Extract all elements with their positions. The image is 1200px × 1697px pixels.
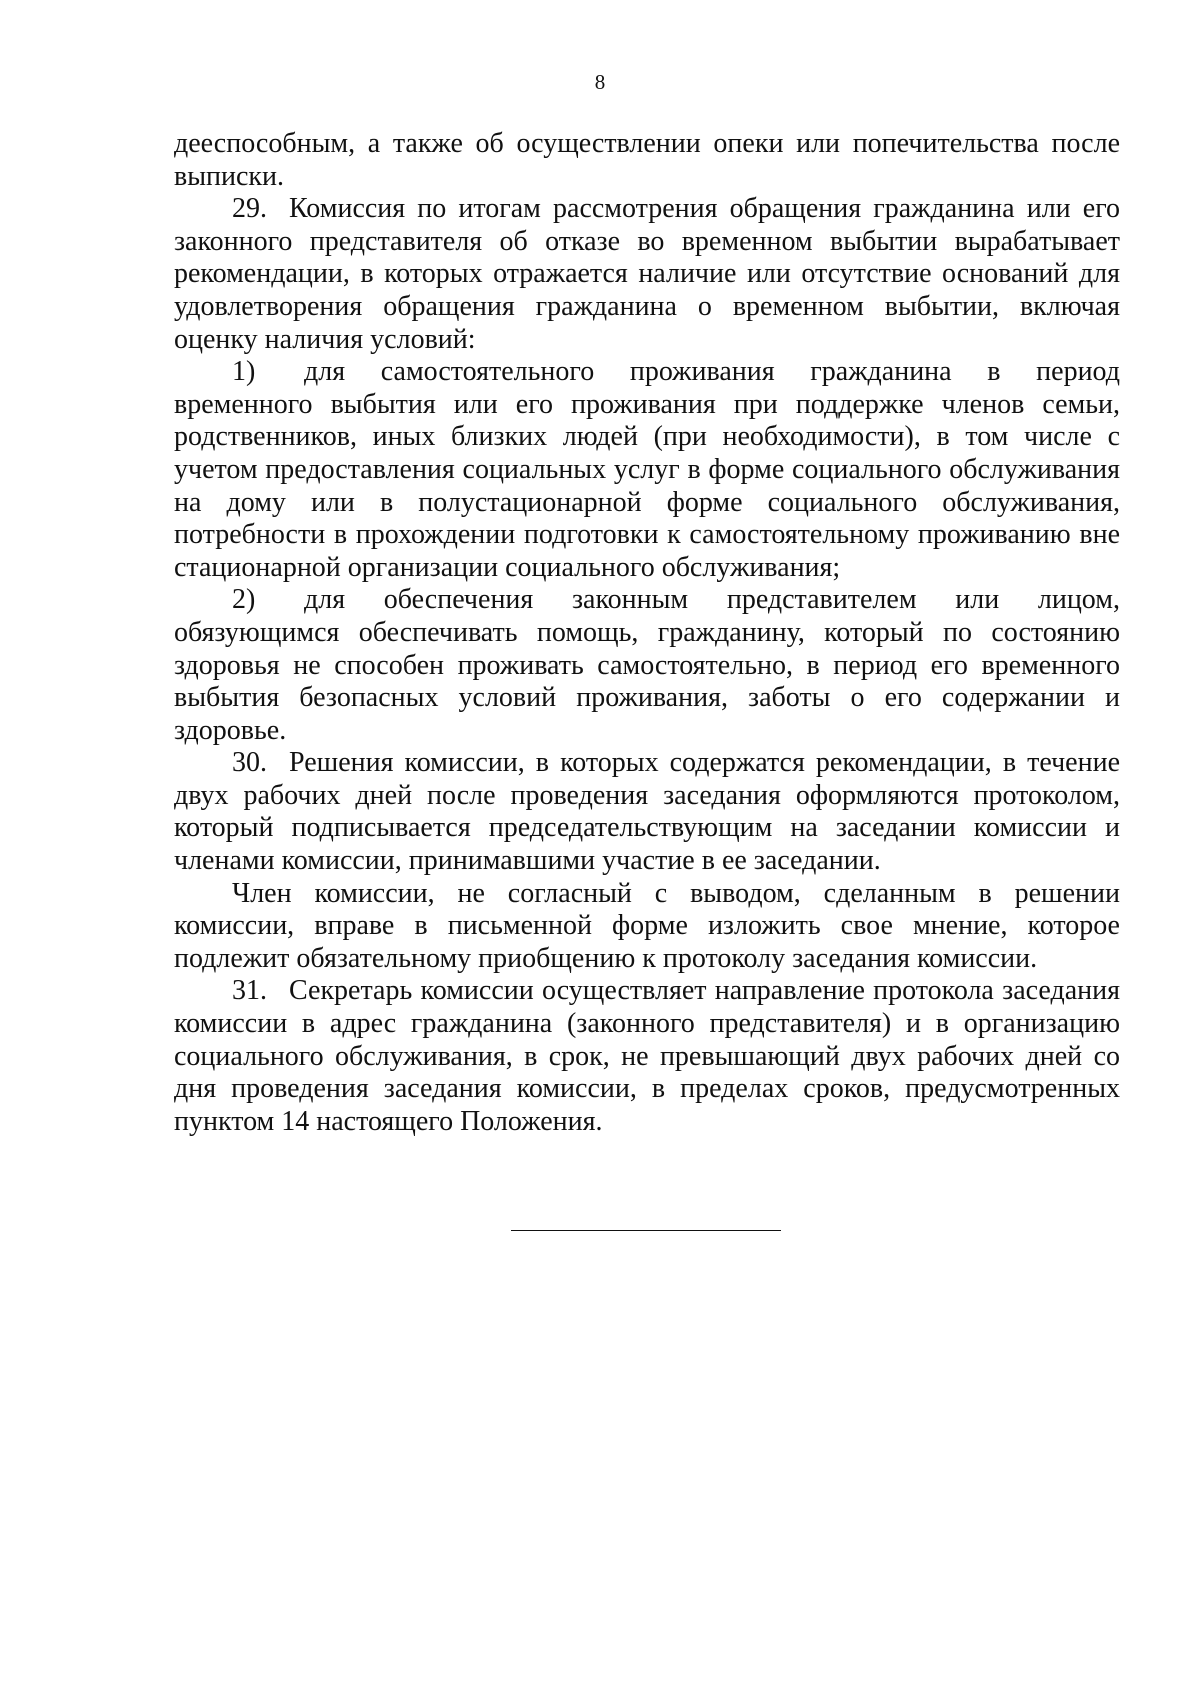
document-body [174, 128, 1120, 1138]
paragraph-text: Секретарь комиссии осуществляет направление протокола заседания комиссии в адрес гражданина (законного представителя) и в организацию социального обслуживания, в срок, не превышающий двух рабочих дней со дня проведения заседания комиссии, в пределах сроков, предусмотренных пунктом 14 настоящего Положения. [174, 975, 1120, 1137]
paragraph-continuation [174, 128, 1120, 193]
paragraph-number: 30. [232, 747, 267, 779]
page-number: 8 [594, 70, 606, 94]
paragraph-text: Комиссия по итогам рассмотрения обращения гражданина или его законного представителя об отказе во временном выбытии вырабатывает рекомендации, в которых отражается наличие или отсутствие оснований для удовлетворения обращения гражданина о временном выбытии, включая оценку наличия условий: [174, 193, 1120, 355]
paragraph-30-dissent [174, 878, 1120, 976]
end-of-document-line [511, 1230, 781, 1231]
paragraph-30 [174, 747, 1120, 877]
list-item-number: 2) [232, 584, 256, 616]
paragraph-29-item-2 [174, 584, 1120, 747]
paragraph-text: дееспособным, а также об осуществлении опеки или попечительства после выписки. [174, 128, 1120, 192]
paragraph-29-item-1 [174, 356, 1120, 584]
paragraph-number: 31. [232, 975, 267, 1007]
paragraph-number: 29. [232, 193, 267, 225]
list-item-number: 1) [232, 356, 256, 388]
paragraph-31 [174, 975, 1120, 1138]
paragraph-text: для обеспечения законным представителем или лицом, обязующимся обеспечивать помощь, гражданину, который по состоянию здоровья не способен проживать самостоятельно, в период его временного выбытия безопасных условий проживания, заботы о его содержании и здоровье. [174, 584, 1120, 746]
paragraph-text: для самостоятельного проживания гражданина в период временного выбытия или его проживания при поддержке членов семьи, родственников, иных близких людей (при необходимости), в том числе с учетом предоставления социальных услуг в форме социального обслуживания на дому или в полустационарной форме социального обслуживания, потребности в прохождении подготовки к самостоятельному проживанию вне стационарной организации социального обслуживания; [174, 356, 1120, 583]
paragraph-text: Решения комиссии, в которых содержатся рекомендации, в течение двух рабочих дней после проведения заседания оформляются протоколом, который подписывается председательствующим на заседании комиссии и членами комиссии, принимавшими участие в ее заседании. [174, 747, 1120, 877]
paragraph-text: Член комиссии, не согласный с выводом, сделанным в решении комиссии, вправе в письменной форме изложить свое мнение, которое подлежит обязательному приобщению к протоколу заседания комиссии. [174, 877, 1120, 974]
paragraph-29 [174, 193, 1120, 356]
